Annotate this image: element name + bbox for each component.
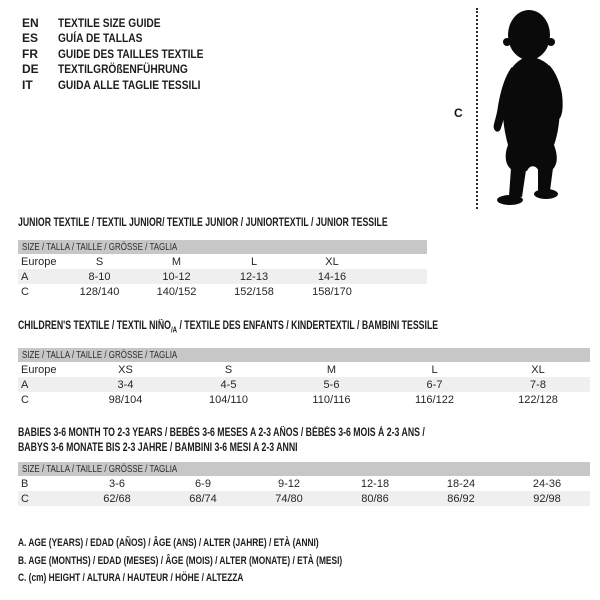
- value-cell: 152/158: [234, 285, 274, 298]
- table-row-height: [18, 284, 427, 299]
- babies-textile-section: [18, 426, 590, 506]
- value-cell: 9-12: [277, 477, 301, 490]
- size-cell: M: [171, 255, 182, 268]
- size-cell: XS: [118, 363, 133, 376]
- table-row-height: [18, 392, 590, 407]
- junior-section-title: [18, 217, 427, 229]
- value-cell: 3-4: [74, 377, 177, 392]
- language-code: IT: [22, 77, 33, 92]
- language-row-es: [22, 31, 229, 47]
- row-label: C: [18, 491, 74, 506]
- size-header-bar: [18, 348, 590, 362]
- table-row-age: [18, 377, 590, 392]
- row-label: A: [18, 269, 61, 284]
- size-header-bar: [18, 240, 427, 254]
- size-header-bar: [18, 462, 590, 476]
- title-subscript: /A: [170, 325, 178, 335]
- value-cell: 140/152: [156, 285, 197, 298]
- language-text: TEXTILGRÖßENFÜHRUNG: [58, 62, 188, 77]
- table-row-age: [18, 269, 427, 284]
- value-cell: 80/86: [332, 491, 418, 506]
- size-cell: M: [326, 363, 337, 376]
- value-cell: 104/110: [209, 393, 248, 406]
- value-cell: 24-36: [532, 477, 562, 490]
- value-cell: 8-10: [61, 269, 138, 284]
- size-header-text: SIZE / TALLA / TAILLE / GRÖSSE / TAGLIA: [22, 463, 178, 475]
- note-height-cm: C. (cm) HEIGHT / ALTURA / HAUTEUR / HÖHE / ALTEZZA: [18, 572, 244, 584]
- value-cell: 18-24: [446, 477, 476, 490]
- row-label: A: [18, 377, 74, 392]
- language-list: [22, 15, 229, 93]
- junior-textile-section: [18, 217, 427, 299]
- language-text: TEXTILE SIZE GUIDE: [58, 15, 161, 30]
- language-code: FR: [22, 46, 38, 61]
- childrens-textile-section: [18, 320, 590, 407]
- value-cell: 62/68: [74, 491, 160, 506]
- junior-section-title-text: JUNIOR TEXTILE / TEXTIL JUNIOR/ TEXTILE JUNIOR / JUNIORTEXTIL / JUNIOR TESSILE: [18, 217, 388, 229]
- language-text: GUÍA DE TALLAS: [58, 31, 143, 46]
- value-cell: 12-13: [215, 269, 293, 284]
- row-label: B: [21, 477, 29, 490]
- language-code: DE: [22, 62, 39, 77]
- table-row-height: [18, 491, 590, 506]
- row-label: Europe: [21, 363, 57, 376]
- value-cell: 3-6: [109, 477, 125, 490]
- value-cell: 6-9: [195, 477, 211, 490]
- language-code: EN: [22, 15, 39, 30]
- language-row-it: [22, 77, 229, 93]
- value-cell: 4-5: [177, 377, 280, 392]
- language-text: GUIDE DES TAILLES TEXTILE: [58, 46, 204, 61]
- value-cell: 158/170: [312, 285, 352, 298]
- size-cell: L: [431, 363, 438, 376]
- language-row-de: [22, 62, 229, 78]
- value-cell: 122/128: [518, 393, 558, 406]
- size-cell: XL: [325, 255, 339, 268]
- value-cell: 86/92: [418, 491, 504, 506]
- language-row-en: [22, 15, 229, 31]
- table-row-sizes: [18, 254, 427, 269]
- size-header-text: SIZE / TALLA / TAILLE / GRÖSSE / TAGLIA: [22, 349, 178, 362]
- filler-cell: [371, 254, 427, 269]
- value-cell: 12-18: [360, 477, 390, 490]
- childrens-section-title: [18, 320, 590, 336]
- height-measure-label: C: [454, 106, 463, 120]
- language-text: GUIDA ALLE TAGLIE TESSILI: [58, 77, 201, 92]
- size-header-text: SIZE / TALLA / TAILLE / GRÖSSE / TAGLIA: [22, 241, 178, 253]
- baby-silhouette: [483, 8, 579, 208]
- legend-notes: [18, 535, 445, 588]
- size-cell: XL: [531, 363, 545, 376]
- table-row-age-months: [18, 476, 590, 491]
- value-cell: 116/122: [415, 393, 454, 406]
- row-label: C: [21, 285, 29, 298]
- babies-section-title: [18, 426, 590, 456]
- value-cell: 7-8: [486, 377, 590, 392]
- value-cell: 74/80: [246, 491, 332, 506]
- childrens-size-table: [18, 362, 590, 407]
- junior-size-table: [18, 254, 427, 299]
- note-age-years: A. AGE (YEARS) / EDAD (AÑOS) / ÂGE (ANS) / ALTER (JAHRE) / ETÀ (ANNI): [18, 537, 319, 549]
- note-age-months: B. AGE (MONTHS) / EDAD (MESES) / ÂGE (MOIS) / ALTER (MONATE) / ETÀ (MESI): [18, 554, 343, 567]
- value-cell: 5-6: [280, 377, 383, 392]
- value-cell: 14-16: [293, 269, 371, 284]
- row-label: C: [21, 393, 29, 406]
- value-cell: 92/98: [504, 491, 590, 506]
- value-cell: 128/140: [79, 285, 120, 298]
- table-row-sizes: [18, 362, 590, 377]
- row-label: Europe: [21, 255, 57, 268]
- value-cell: 6-7: [383, 377, 486, 392]
- value-cell: 110/116: [312, 393, 351, 406]
- babies-title-line1: BABIES 3-6 MONTH TO 2-3 YEARS / BEBÉS 3-6 MESES A 2-3 AÑOS / BÉBÉS 3-6 MOIS À 2-3 ANS /: [18, 427, 425, 439]
- size-cell: S: [95, 255, 104, 268]
- language-row-fr: [22, 46, 229, 62]
- language-code: ES: [22, 31, 39, 46]
- value-cell: 98/104: [108, 393, 143, 406]
- value-cell: 68/74: [160, 491, 246, 506]
- size-cell: S: [224, 363, 233, 376]
- filler-cell: [371, 269, 427, 284]
- babies-size-table: [18, 476, 590, 506]
- childrens-section-title-text: CHILDREN'S TEXTILE / TEXTIL $NIÑO_{/A}$ / TEXTILE DES ENFANTS / KINDERTEXTIL / BAMBINI TESSILE: [18, 320, 439, 335]
- height-dotted-line: [476, 8, 478, 209]
- size-cell: L: [250, 255, 258, 268]
- value-cell: 10-12: [138, 269, 215, 284]
- babies-title-line2: BABYS 3-6 MONATE BIS 2-3 JAHRE / BAMBINI 3-6 MESI A 2-3 ANNI: [18, 442, 298, 454]
- filler-cell: [371, 284, 427, 299]
